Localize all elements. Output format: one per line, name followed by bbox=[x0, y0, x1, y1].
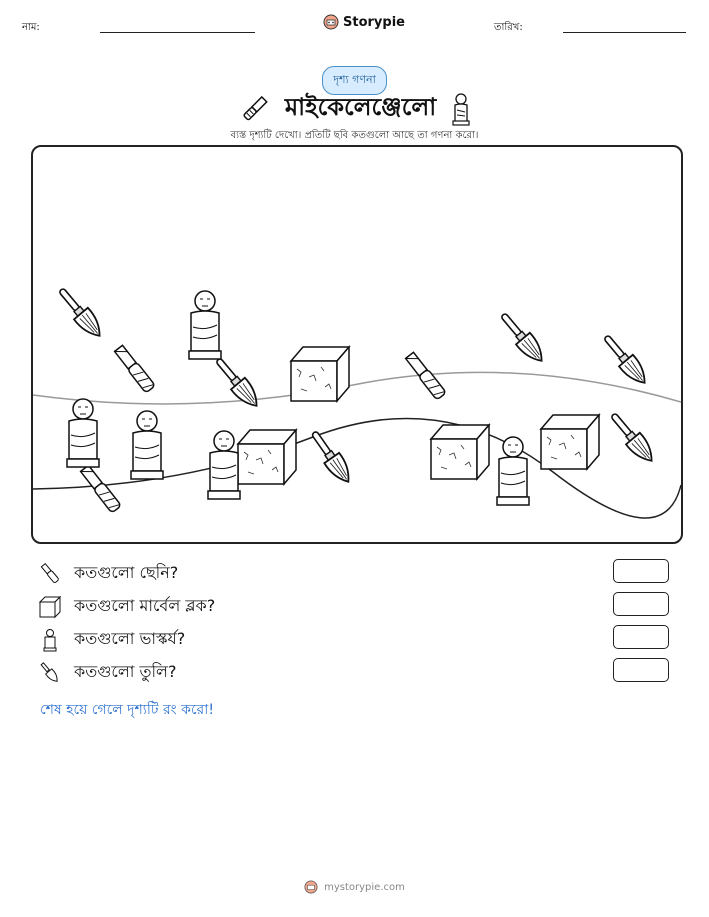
marble-block-icon bbox=[38, 595, 62, 619]
name-input-line[interactable] bbox=[100, 32, 255, 33]
answer-box-brush[interactable] bbox=[613, 658, 669, 682]
knife-icon bbox=[114, 345, 155, 393]
answer-box-knife[interactable] bbox=[613, 559, 669, 583]
sculpture-icon bbox=[67, 399, 99, 467]
answer-box-block[interactable] bbox=[613, 592, 669, 616]
brush-icon bbox=[54, 284, 106, 342]
page-title: মাইকেলেঞ্জেলো bbox=[284, 93, 437, 121]
brush-icon bbox=[306, 427, 355, 487]
counting-scene bbox=[31, 145, 683, 544]
question-text: কতগুলো তুলি? bbox=[74, 662, 177, 681]
sculpture-icon bbox=[450, 92, 472, 126]
knife-icon bbox=[237, 93, 271, 125]
knife-icon bbox=[80, 465, 121, 513]
sculpture-icon bbox=[189, 291, 221, 359]
name-label: নাম: bbox=[22, 22, 40, 33]
worksheet-type-badge: দৃশ্য গণনা bbox=[322, 66, 387, 95]
storypie-mascot-icon bbox=[304, 880, 318, 894]
knife-icon bbox=[38, 562, 62, 586]
sculpture-icon bbox=[208, 431, 240, 499]
question-row-block bbox=[38, 593, 215, 620]
brush-icon bbox=[496, 309, 548, 367]
brush-icon bbox=[606, 409, 658, 467]
question-text: কতগুলো মার্বেল ব্লক? bbox=[74, 596, 216, 615]
answer-box-sculpture[interactable] bbox=[613, 625, 669, 649]
brand-logo bbox=[323, 14, 405, 30]
footer-url[interactable]: mystorypie.com bbox=[324, 881, 405, 893]
sculpture-icon bbox=[131, 411, 163, 479]
sculpture-icon bbox=[497, 437, 529, 505]
instruction-text: ব্যস্ত দৃশ্যটি দেখো। প্রতিটি ছবি কতগুলো আছে তা গণনা করো। bbox=[230, 130, 479, 141]
date-input-line[interactable] bbox=[563, 32, 686, 33]
question-row-knife bbox=[38, 560, 178, 587]
date-label: তারিখ: bbox=[494, 22, 523, 33]
marble-block-icon bbox=[541, 415, 599, 469]
back-ground-line bbox=[33, 372, 681, 404]
brand-name: Storypie bbox=[343, 14, 405, 30]
marble-block-icon bbox=[238, 430, 296, 484]
footer bbox=[0, 880, 709, 894]
storypie-mascot-icon bbox=[323, 14, 339, 30]
marble-block-icon bbox=[291, 347, 349, 401]
finish-instruction: শেষ হয়ে গেলে দৃশ্যটি রং করো! bbox=[40, 702, 214, 718]
sculpture-icon bbox=[38, 628, 62, 652]
brush-icon bbox=[38, 661, 62, 685]
question-row-sculpture bbox=[38, 626, 185, 653]
marble-block-icon bbox=[431, 425, 489, 479]
question-text: কতগুলো ছেনি? bbox=[74, 563, 179, 582]
question-text: কতগুলো ভাস্কর্য? bbox=[74, 629, 186, 648]
question-row-brush bbox=[38, 659, 176, 686]
brush-icon bbox=[599, 331, 651, 389]
